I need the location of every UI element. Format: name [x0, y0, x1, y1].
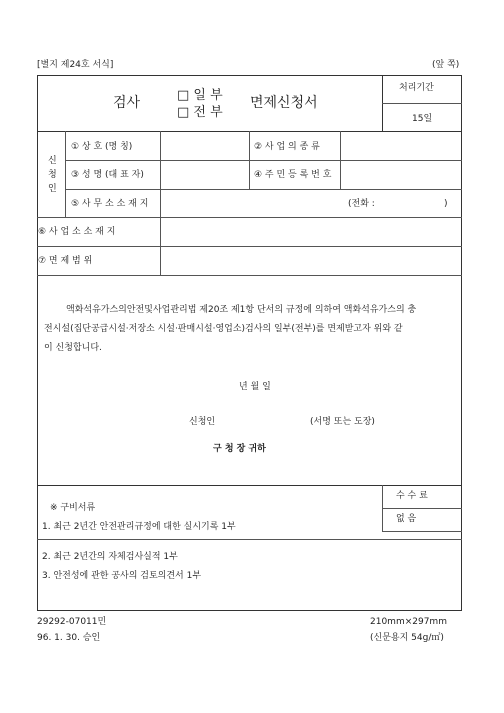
divider	[37, 539, 462, 540]
paper-size: 210mm×297mm	[370, 617, 447, 627]
exemption-scope-label: ⑦ 면 제 범 위	[38, 256, 93, 266]
phone-close: )	[444, 199, 448, 209]
recipient: 구 청 장 귀하	[213, 444, 266, 454]
divider	[160, 131, 161, 275]
processing-period-value: 15일	[412, 114, 433, 124]
phone-label: (전화 :	[348, 199, 375, 209]
divider	[37, 485, 462, 486]
approval-date: 96. 1. 30. 승인	[37, 633, 101, 643]
fee-value: 없 음	[396, 514, 417, 524]
body-line-2: 전시설(집단공급시설·저장소 시설·판매시설·영업소)검사의 일부(전부)를 면제받고자 위와 같	[44, 324, 403, 334]
divider	[65, 189, 462, 190]
application-date: 년 월 일	[239, 382, 271, 392]
applicant-group-label-2: 청	[48, 170, 57, 180]
applicant-group-label-1: 신	[48, 156, 57, 166]
title-suffix: 면제신청서	[250, 95, 318, 111]
divider	[382, 531, 462, 532]
divider	[382, 103, 462, 104]
resident-number-label: ④ 주 민 등 록 번 호	[254, 170, 332, 180]
documents-heading: ※ 구비서류	[50, 503, 96, 513]
site-address-label: ⑥ 사 업 소 소 재 지	[38, 227, 116, 237]
divider	[382, 508, 462, 509]
page-side: (앞 쪽)	[432, 60, 460, 70]
divider	[65, 131, 66, 217]
processing-period-label: 처리기간	[399, 83, 434, 93]
applicant-group-label-3: 인	[48, 184, 57, 194]
office-address-label: ⑤ 사 무 소 소 재 지	[71, 199, 149, 209]
applicant-label: 신청인	[189, 417, 216, 427]
divider	[37, 217, 462, 218]
document-item: 2. 최근 2년간의 자체검사실적 1부	[42, 552, 178, 562]
business-type-label: ② 사 업 의 종 류	[254, 142, 320, 152]
representative-label: ③ 성 명 (대 표 자)	[71, 170, 144, 180]
form-code: 29292-07011민	[37, 617, 107, 627]
signature-label: (서명 또는 도장)	[310, 417, 375, 427]
divider	[37, 275, 462, 276]
title-option-partial: □ 일 부	[177, 88, 223, 103]
fee-label: 수 수 료	[396, 491, 428, 501]
title-prefix: 검사	[113, 95, 141, 111]
document-item: 1. 최근 2년간 안전관리규정에 대한 실시기록 1부	[42, 522, 236, 532]
paper-type: (신문용지 54g/㎡)	[370, 633, 444, 643]
title-option-full: □ 전 부	[177, 105, 223, 120]
document-item: 3. 안전성에 관한 공사의 검토의견서 1부	[42, 571, 202, 581]
body-line-3: 이 신청합니다.	[44, 343, 102, 353]
form-number: [별지 제24호 서식]	[37, 60, 114, 70]
divider	[65, 160, 462, 161]
business-name-label: ① 상 호 (명 칭)	[71, 142, 133, 152]
divider	[37, 246, 462, 247]
body-line-1: 액화석유가스의안전및사업관리법 제20조 제1항 단서의 규정에 의하여 액화석유가스의 충	[66, 305, 417, 315]
